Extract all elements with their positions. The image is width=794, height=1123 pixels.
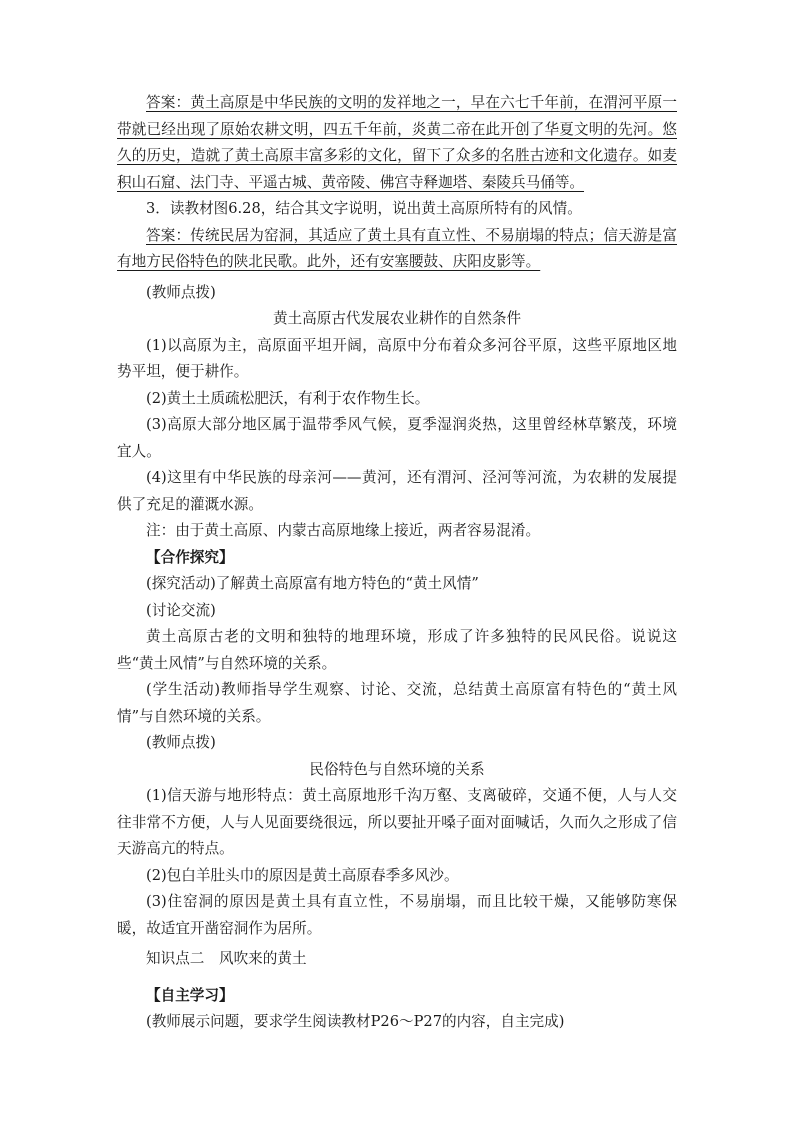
knowledge-point-heading: 知识点二 风吹来的黄土 <box>146 950 307 967</box>
answer-3-paragraph: 答案：传统民居为窑洞，其适应了黄土具有直立性、不易崩塌的特点；信天游是富有地方民俗特色的陕北民歌。此外，还有安塞腰鼓、庆阳皮影等。 <box>117 226 677 270</box>
answer-2-paragraph: 答案：黄土高原是中华民族的文明的发祥地之一，早在六七千年前，在渭河平原一带就已经出现了原始农耕文明，四五千年前，炎黄二帝在此开创了华夏文明的先河。悠久的历史，造就了黄土高原丰富多彩的文化，留下了众多的名胜古迹和文化遗存。如麦积山石窟、法门寺、平遥古城、黄帝陵、佛宫寺释迦塔、秦陵兵马俑等。 <box>117 94 677 191</box>
cooperation-heading: 【合作探究】 <box>146 548 234 566</box>
teacher-hint-label: (教师点拨) <box>146 283 216 301</box>
section-title-customs: 民俗特色与自然环境的关系 <box>309 760 485 778</box>
discussion-label: (讨论交流) <box>146 601 216 619</box>
condition-item-3: (3)高原大部分地区属于温带季风气候，夏季湿润炎热，这里曾经林草繁茂，环境宜人。 <box>117 416 677 460</box>
self-study-heading: 【自主学习】 <box>146 986 234 1004</box>
question-3: 3．读教材图6.28，结合其文字说明，说出黄土高原所特有的风情。 <box>146 200 582 217</box>
condition-item-1: (1)以高原为主，高原面平坦开阔，高原中分布着众多河谷平原，这些平原地区地势平坦，便于耕作。 <box>117 336 677 380</box>
self-study-text: (教师展示问题，要求学生阅读教材P26～P27的内容，自主完成) <box>146 1013 565 1030</box>
discussion-text: 黄土高原古老的文明和独特的地理环境，形成了许多独特的民风民俗。说说这些“黄土风情”与自然环境的关系。 <box>117 628 677 672</box>
section-title-farming-conditions: 黄土高原古代发展农业耕作的自然条件 <box>272 310 522 327</box>
custom-item-1: (1)信天游与地形特点：黄土高原地形千沟万壑、支离破碎，交通不便，人与人交往非常不方便，人与人见面要绕很远，所以要扯开嗓子面对面喊话，久而久之形成了信天游高亢的特点。 <box>117 787 677 857</box>
condition-item-4: (4)这里有中华民族的母亲河——黄河，还有渭河、泾河等河流，为农耕的发展提供了充足的灌溉水源。 <box>117 469 677 513</box>
teacher-hint-label-2: (教师点拨) <box>146 734 216 751</box>
condition-item-2: (2)黄土土质疏松肥沃，有利于农作物生长。 <box>146 389 430 407</box>
custom-item-2: (2)包白羊肚头巾的原因是黄土高原春季多风沙。 <box>146 866 459 884</box>
explore-activity: (探究活动)了解黄土高原富有地方特色的“黄土风情” <box>146 575 479 592</box>
student-activity: (学生活动)教师指导学生观察、讨论、交流，总结黄土高原富有特色的“黄土风情”与自然环境的关系。 <box>117 681 677 725</box>
custom-item-3: (3)住窑洞的原因是黄土具有直立性，不易崩塌，而且比较干燥，又能够防寒保暖，故适宜开凿窑洞作为居所。 <box>117 893 677 937</box>
document-page <box>117 90 677 1036</box>
note-text: 注：由于黄土高原、内蒙古高原地缘上接近，两者容易混淆。 <box>146 522 541 539</box>
